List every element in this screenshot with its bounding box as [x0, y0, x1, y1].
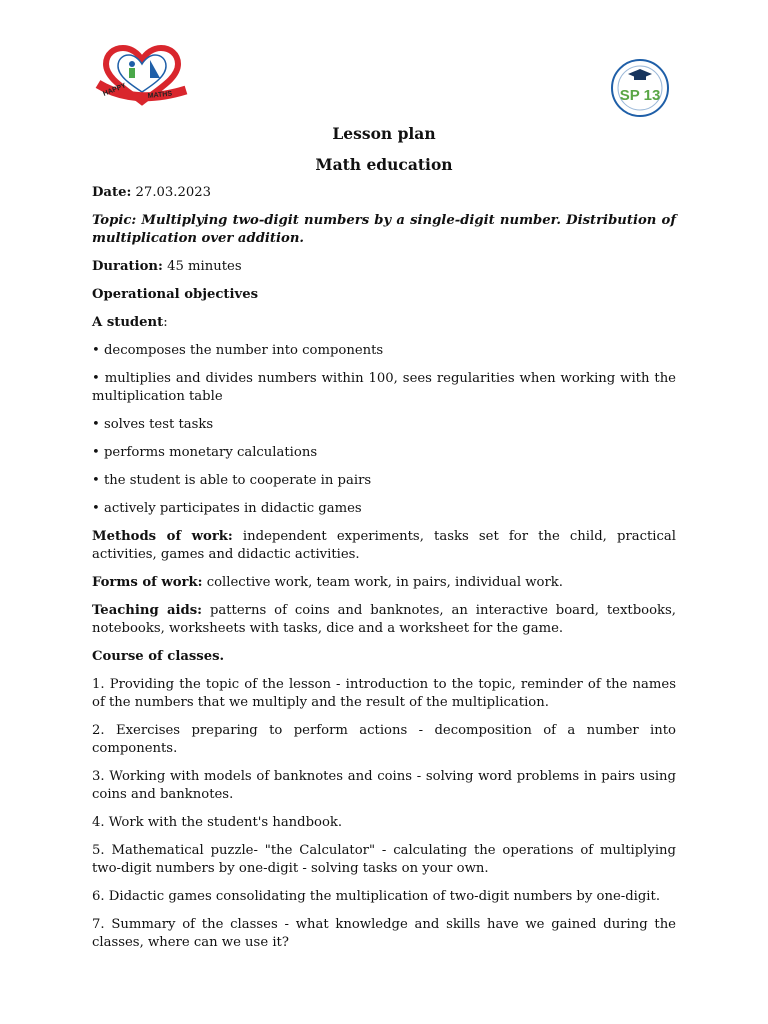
- course-step: 4. Work with the student's handbook.: [92, 815, 343, 830]
- objective-item: • decomposes the number into components: [92, 343, 384, 358]
- objective-item: • performs monetary calculations: [92, 445, 318, 460]
- figure-head-icon: [129, 61, 135, 67]
- duration-value: 45 minutes: [162, 259, 242, 274]
- forms-label: Forms of work:: [92, 575, 203, 590]
- student-label: A student: [92, 315, 164, 330]
- objective-item: • solves test tasks: [92, 417, 214, 432]
- objective-item: • the student is able to cooperate in pairs: [92, 473, 372, 488]
- objective-item: • multiplies and divides numbers within 100, sees regularities when working with the multiplication table: [92, 371, 676, 404]
- figure-body-icon: [129, 68, 135, 78]
- student-line: [92, 314, 676, 332]
- date-line: [92, 184, 676, 202]
- logo-text-happy: HAPPY: [102, 82, 128, 98]
- methods-line: [92, 528, 676, 564]
- methods-value: independent experiments, tasks set for the child, practical activities, games and didactic activities.: [92, 529, 676, 562]
- objective-item: • actively participates in didactic games: [92, 501, 362, 516]
- course-step: 2. Exercises preparing to perform actions - decomposition of a number into components.: [92, 723, 676, 756]
- page-title: Lesson plan: [332, 124, 436, 143]
- aids-label: Teaching aids:: [92, 603, 203, 618]
- topic-line: Topic: Multiplying two-digit numbers by a single-digit number. Distribution of multiplication over addition.: [92, 213, 676, 246]
- school-sp13-logo: [610, 58, 670, 118]
- duration-label: Duration:: [92, 259, 163, 274]
- course-step: 5. Mathematical puzzle- "the Calculator" - calculating the operations of multiplying two-digit numbers by one-digit - solving tasks on your own.: [92, 843, 676, 876]
- course-step: 3. Working with models of banknotes and coins - solving word problems in pairs using coins and banknotes.: [92, 769, 676, 802]
- date-label: Date:: [92, 185, 132, 200]
- duration-line: [92, 258, 676, 276]
- page-subtitle: Math education: [315, 155, 453, 174]
- happy-maths-logo: [94, 44, 190, 106]
- forms-line: [92, 574, 676, 592]
- logo-text-maths: MATHS: [147, 90, 173, 100]
- course-step: 1. Providing the topic of the lesson - introduction to the topic, reminder of the names of the numbers that we multiply and the result of the multiplication.: [92, 677, 676, 710]
- objectives-heading: Operational objectives: [92, 287, 259, 302]
- methods-label: Methods of work:: [92, 529, 233, 544]
- lesson-plan-body: [92, 124, 676, 962]
- course-step: 6. Didactic games consolidating the multiplication of two-digit numbers by one-digit.: [92, 889, 661, 904]
- student-colon: :: [163, 315, 168, 330]
- date-value: 27.03.2023: [131, 185, 212, 200]
- emblem-number-text: SP 13: [619, 87, 661, 104]
- course-heading: Course of classes.: [92, 649, 225, 664]
- aids-line: [92, 602, 676, 638]
- aids-value: patterns of coins and banknotes, an interactive board, textbooks, notebooks, worksheets with tasks, dice and a worksheet for the game.: [92, 603, 676, 636]
- course-step: 7. Summary of the classes - what knowledge and skills have we gained during the classes, where can we use it?: [92, 917, 676, 950]
- forms-value: collective work, team work, in pairs, individual work.: [202, 575, 563, 590]
- graduation-cap-base-icon: [634, 76, 646, 80]
